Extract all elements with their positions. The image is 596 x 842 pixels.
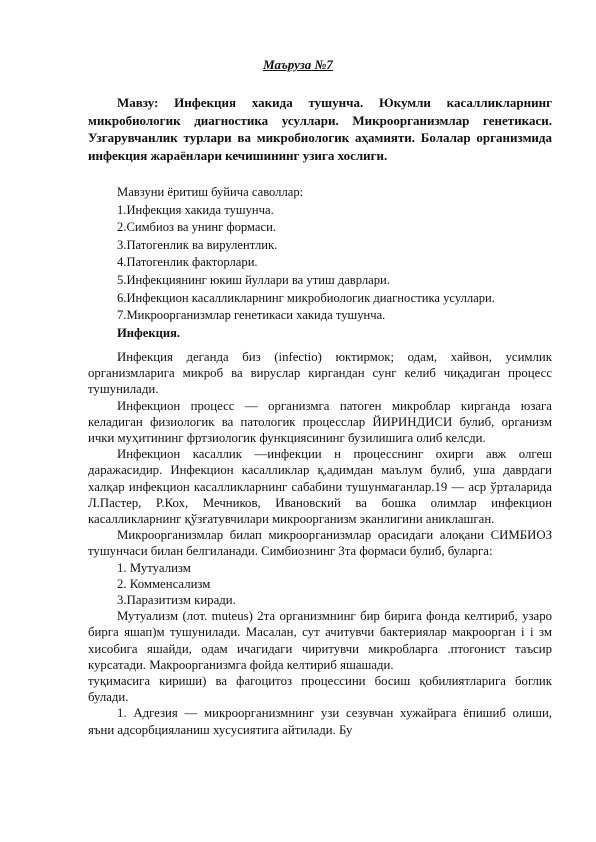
topic-heading [88, 94, 552, 164]
question-item: 5.Инфекциянинг юкиш йуллари ва утиш даврлари. [117, 272, 390, 287]
symbiosis-form: 3.Паразитизм киради. [117, 593, 236, 608]
lecture-title: Маъруза №7 [263, 57, 333, 72]
paragraph: Инфекцион процесс — организмга патоген микроблар кирганда юзага келадиган физиологик ва патологик процесслар ЙИРИНДИСИ булиб, организм ички муҳитининг фртзиологик функциясининг бузилишига олиб келсди. [88, 398, 552, 446]
question-item: 7.Микроорганизмлар генетикаси хакида тушунча. [117, 308, 386, 323]
paragraph: Мутуализм (лот. muteus) 2та организмнинг бир бирига фонда келтириб, узаро бирга яшап)м тушунилади. Масалан, сут ачитувчи бактериялар макроорган і і зм хисобига яшайди, одам ичагидаги чиритувчи микробларга .птогонист таъсир курсатади. Макроорганизмга фойда келтириб яшашади. [88, 609, 552, 672]
question-item: 6.Инфекцион касалликларнинг микробиологик диагностика усуллари. [117, 290, 495, 305]
paragraph: Инфекция деганда биз (infectio) юктирмок; одам, хайвон, усимлик организмларига микроб ва вируслар киргандан сунг келиб чиқадиган процесс тушунилади. [88, 350, 552, 397]
paragraph: 1. Адгезия — микроорганизмнинг узи сезувчан хужайрага ёпишиб олиши, яъни адсорбцияланиш хусусиятига айтилади. Бу [88, 706, 552, 737]
questions-intro: Мавзуни ёритиш буйича саволлар: [117, 185, 304, 199]
question-item: 3.Патогенлик ва вирулентлик. [117, 237, 278, 252]
symbiosis-form: 2. Комменсализм [117, 576, 211, 591]
questions-block [117, 184, 557, 342]
question-item: 2.Симбиоз ва унинг формаси. [117, 220, 276, 235]
question-item: 4.Патогенлик факторлари. [117, 255, 258, 270]
paragraph: туқимасига кириши) ва фагоцитоз процессини босиш қобилиятларига боглик булади. [88, 674, 552, 705]
section-title: Инфекция. [117, 325, 181, 340]
topic-heading-text: Мавзу: Инфекция хакида тушунча. Юкумли касалликларнинг микробиологик диагностика усуллари. Микроорганизмлар генетикаси. Узгарувчанлик турлари ва микробиологик аҳамияти. Болалар организмида инфекция жараёнлари кечишининг узига хослиги. [88, 95, 552, 163]
symbiosis-form: 1. Мутуализм [117, 560, 191, 575]
body-text [88, 349, 552, 738]
paragraph: Инфекцион касаллик —инфекции н процесснинг охирги авж олгеш даражасидир. Инфекцион касалликлар қ,адимдан маълум булиб, уша даврдаги халқар инфекцион касалликларнинг сабабини тушунмаганлар.19 — аср ўрталарида Л.Пастер, Р.Кох, Мечников, Ивановский ва бошка олимлар инфекцион касалликларнинг қўзғатувчилари микроорганизм эканлигини аниклашган. [88, 447, 552, 527]
question-item: 1.Инфекция хакида тушунча. [117, 202, 274, 217]
paragraph: Микроорганизмлар билап микроорганизмлар орасидаги алоқани СИМБИОЗ тушунчаси билан белгиланади. Симбиознинг 3та формаси булиб, буларга: [88, 528, 552, 559]
